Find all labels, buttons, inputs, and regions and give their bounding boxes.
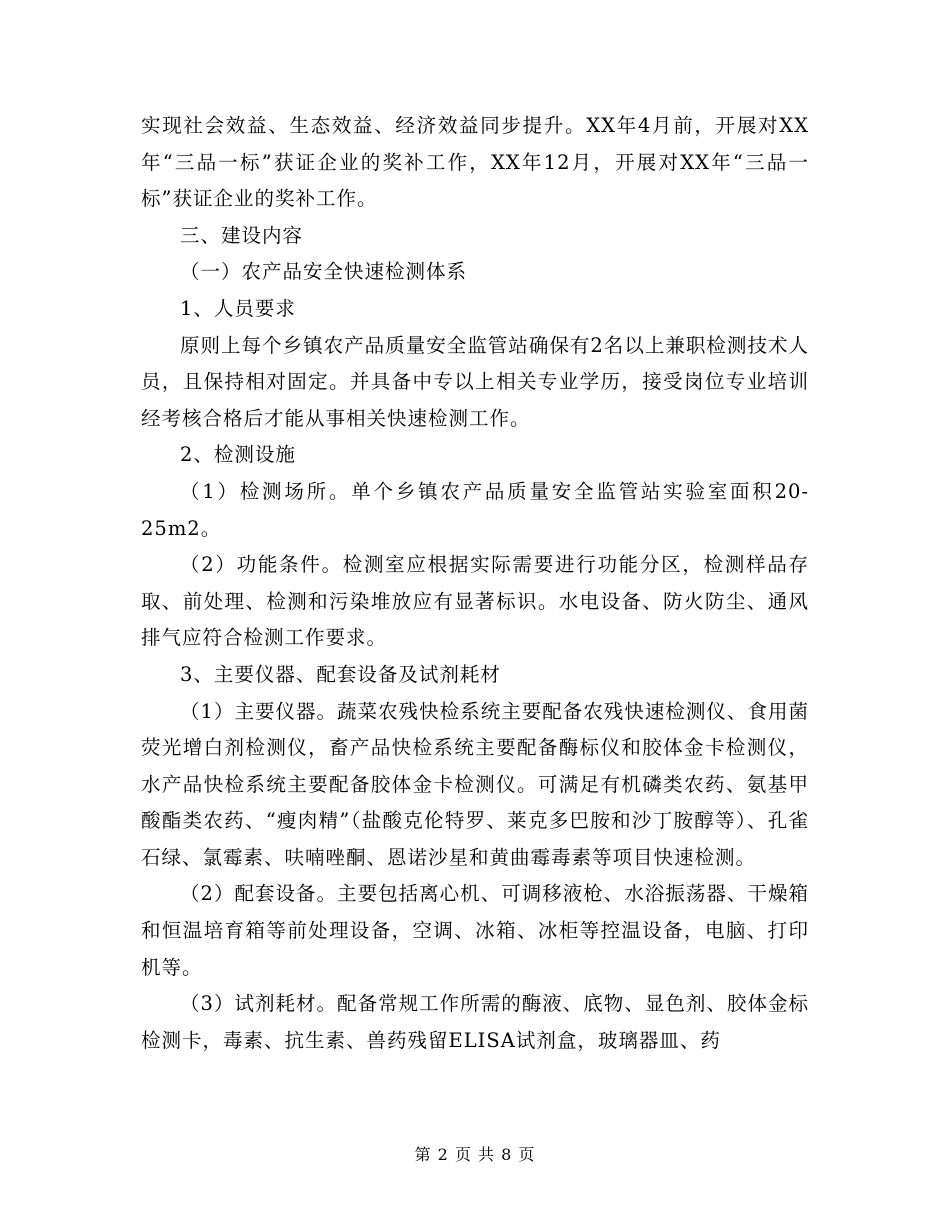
paragraph-supporting-equipment: （2）配套设备。主要包括离心机、可调移液枪、水浴振荡器、干燥箱和恒温培育箱等前处理设备，空调、冰箱、冰柜等控温设备，电脑、打印机等。	[141, 882, 809, 979]
paragraph-testing-site: （1）检测场所。单个乡镇农产品质量安全监管站实验室面积20-25m2。	[141, 479, 809, 540]
page-number-footer: 第 2 页 共 8 页	[414, 1145, 536, 1164]
paragraph-functional-conditions: （2）功能条件。检测室应根据实际需要进行功能分区，检测样品存取、前处理、检测和污染堆放应有显著标识。水电设备、防火防尘、通风排气应符合检测工作要求。	[141, 553, 809, 650]
item-heading-instruments: 3、主要仪器、配套设备及试剂耗材	[180, 662, 501, 686]
document-body	[141, 108, 809, 1059]
paragraph-main-instruments: （1）主要仪器。蔬菜农残快检系统主要配备农残快速检测仪、食用菌荧光增白剂检测仪，畜产品快检系统主要配备酶标仪和胶体金卡检测仪，水产品快检系统主要配备胶体金卡检测仪。可满足有机磷类农药、氨基甲酸酯类农药、“瘦肉精”（盐酸克伦特罗、莱克多巴胺和沙丁胺醇等）、孔雀石绿、氯霉素、呋喃唑酮、恩诺沙星和黄曲霉毒素等项目快速检测。	[141, 699, 809, 869]
paragraph-personnel: 原则上每个乡镇农产品质量安全监管站确保有2名以上兼职检测技术人员，且保持相对固定。并具备中专以上相关专业学历，接受岗位专业培训经考核合格后才能从事相关快速检测工作。	[141, 333, 809, 430]
paragraph-reagents: （3）试剂耗材。配备常规工作所需的酶液、底物、显色剂、胶体金标检测卡，毒素、抗生素、兽药残留ELISA试剂盒，玻璃器皿、药	[141, 992, 809, 1052]
paragraph-continuation: 实现社会效益、生态效益、经济效益同步提升。XX年4月前，开展对XX年“三品一标”获证企业的奖补工作，XX年12月，开展对XX年“三品一标”获证企业的奖补工作。	[141, 114, 809, 211]
item-heading-facilities: 2、检测设施	[180, 443, 296, 467]
section-heading-construction-content: 三、建设内容	[180, 223, 304, 247]
subsection-heading-rapid-testing-system: （一）农产品安全快速检测体系	[180, 260, 468, 284]
item-heading-personnel: 1、人员要求	[180, 296, 296, 320]
